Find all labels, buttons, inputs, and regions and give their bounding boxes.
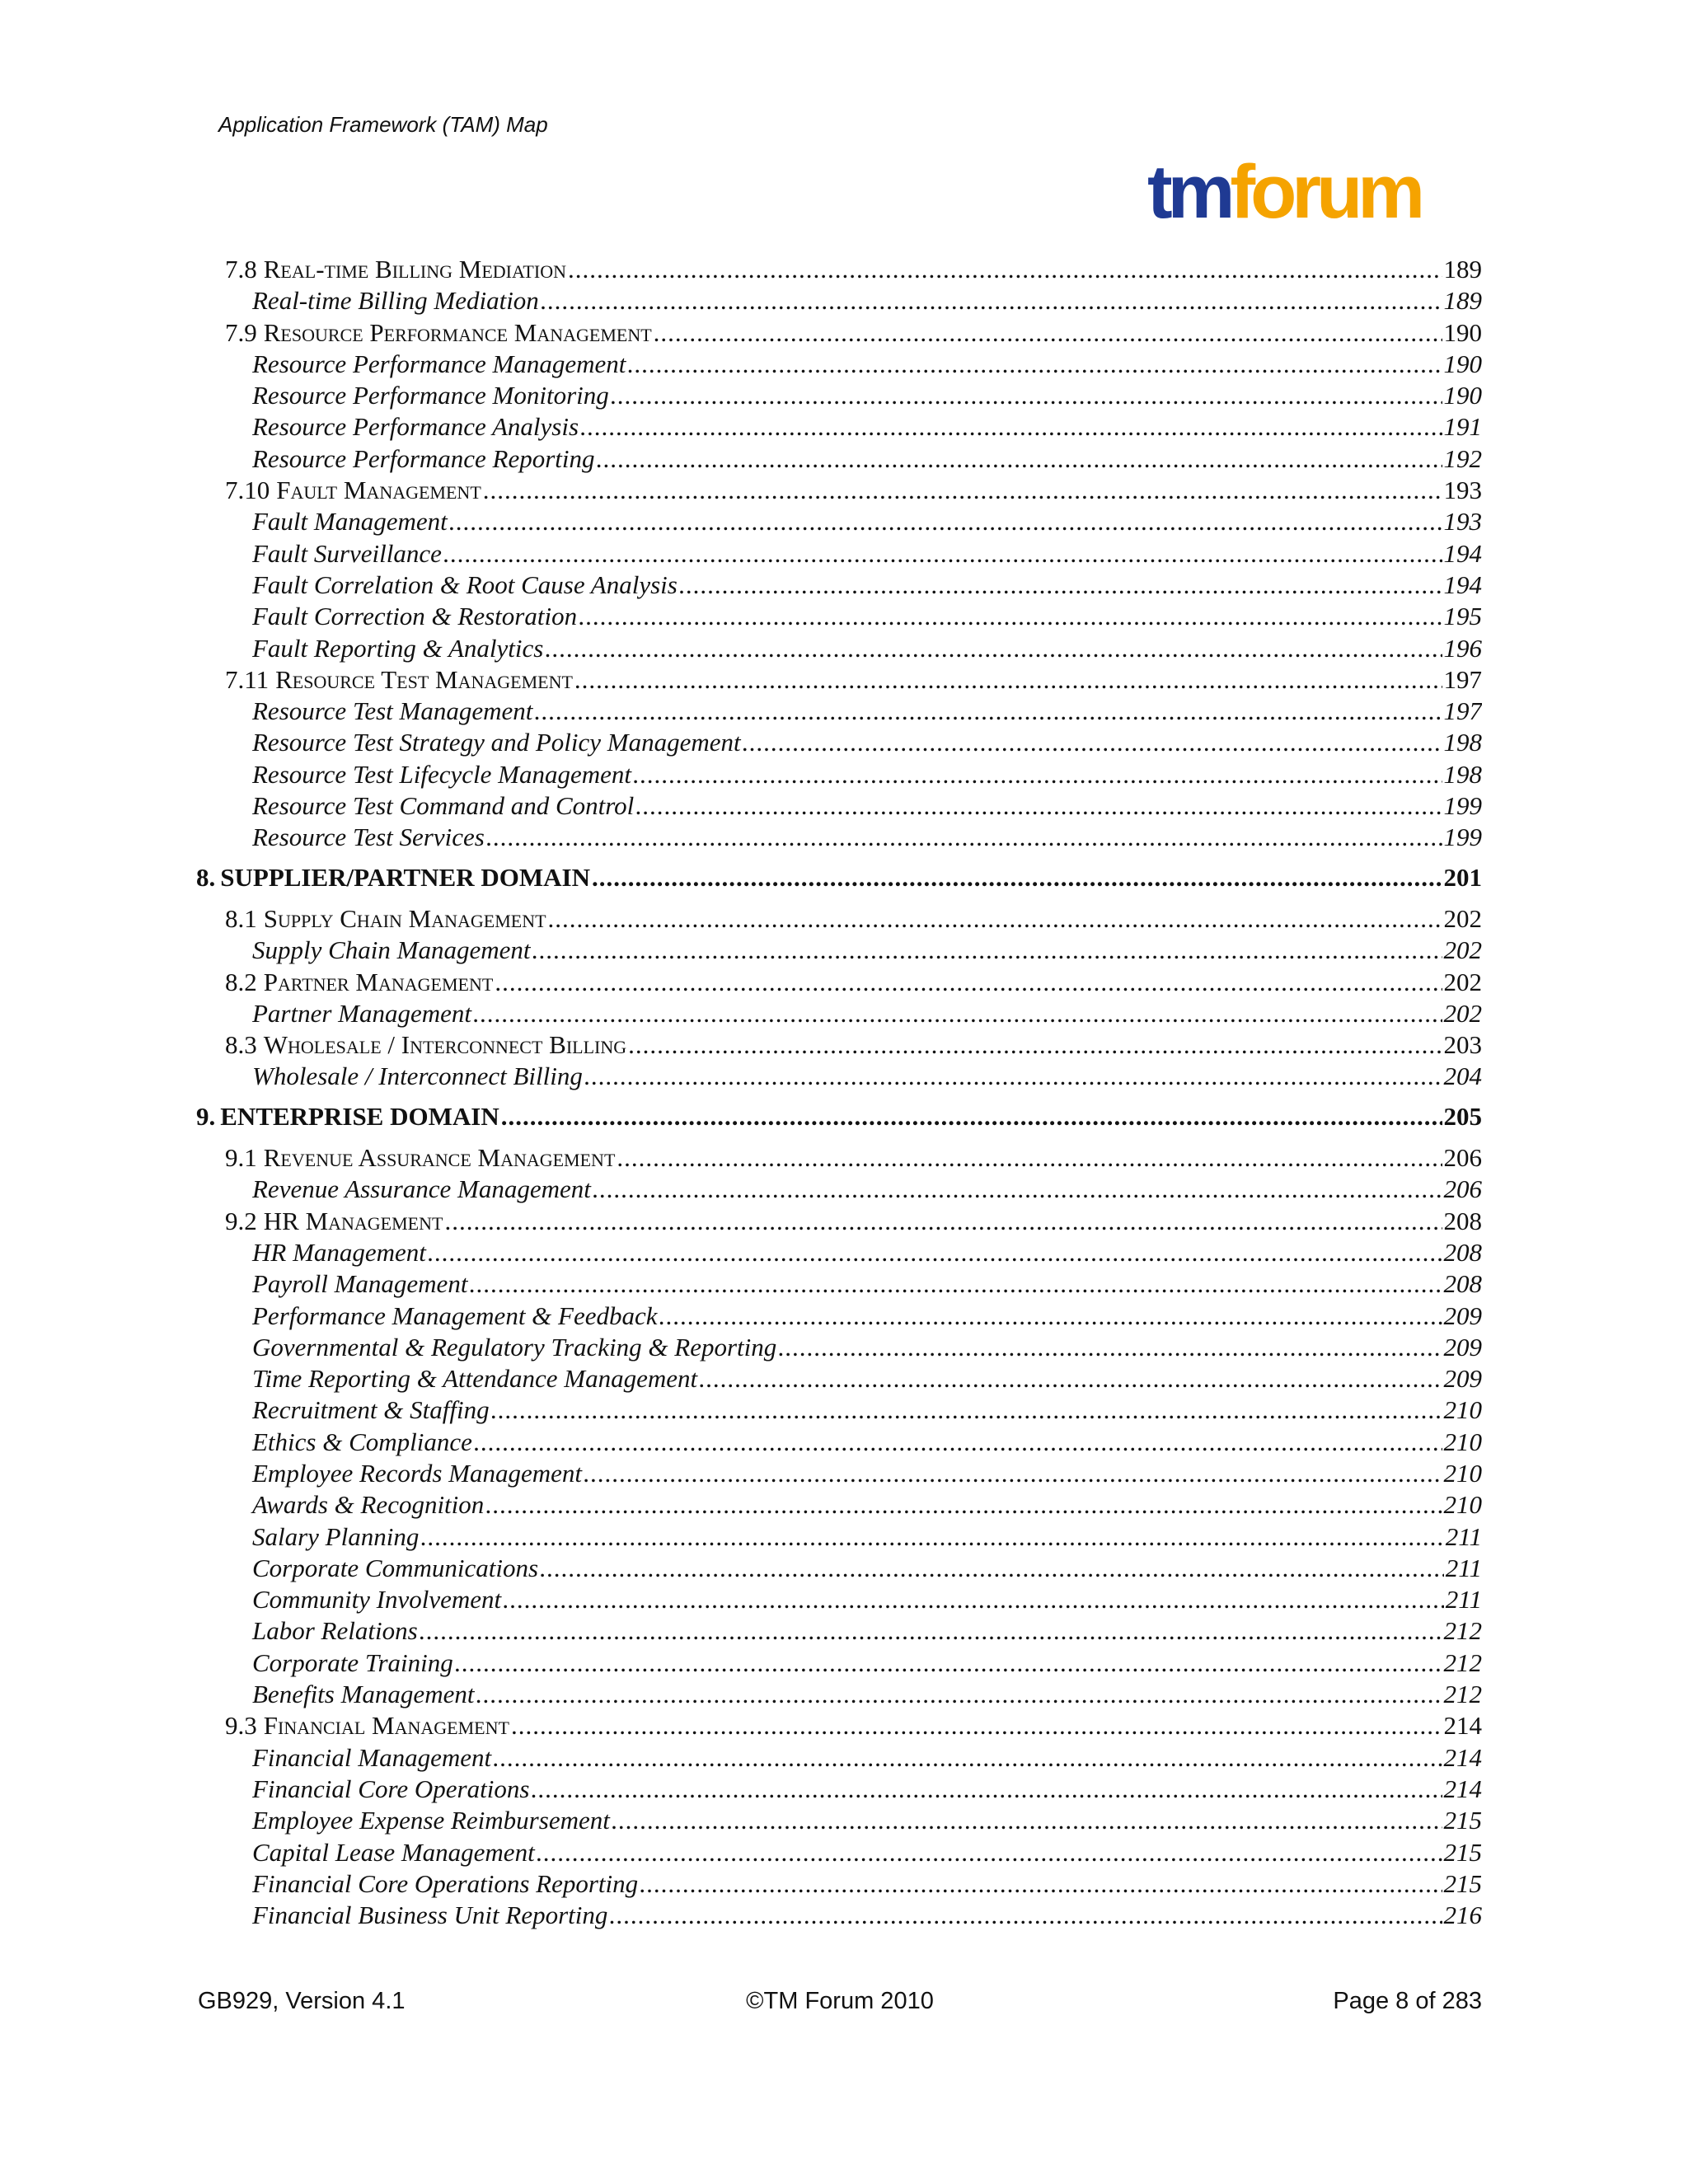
- toc-entry[interactable]: [196, 1900, 1482, 1931]
- footer-version: GB929, Version 4.1: [198, 1988, 406, 2014]
- toc-dot-leader: [501, 1101, 1442, 1132]
- toc-entry-page: 214: [1443, 1742, 1482, 1772]
- toc-entry-label: [252, 1301, 658, 1332]
- toc-entry-title: HR Management: [263, 1206, 443, 1235]
- toc-dot-leader: [654, 317, 1442, 349]
- toc-entry-page: 194: [1443, 538, 1482, 568]
- toc-entry-page: 210: [1443, 1458, 1482, 1488]
- toc-entry-page: 211: [1445, 1553, 1482, 1582]
- toc-entry-title: Corporate Training: [252, 1647, 453, 1677]
- toc-entry-title: Resource Performance Reporting: [252, 443, 595, 473]
- toc-dot-leader: [612, 1805, 1442, 1836]
- toc-entry-page: 191: [1443, 412, 1482, 442]
- toc-entry-label: [225, 664, 573, 696]
- toc-entry-title: Community Involvement: [252, 1585, 502, 1615]
- toc-entry-page: 215: [1443, 1806, 1482, 1835]
- toc-entry[interactable]: [196, 967, 1482, 998]
- toc-entry-label: [252, 1363, 697, 1394]
- toc-entry-title: Awards & Recognition: [252, 1490, 485, 1520]
- toc-entry-label: [252, 1332, 776, 1363]
- toc-entry[interactable]: [196, 1710, 1482, 1741]
- toc-entry-label: [252, 790, 634, 822]
- toc-dot-leader: [428, 1237, 1442, 1268]
- toc-entry-label: [252, 1837, 535, 1868]
- toc-entry-page: 211: [1445, 1585, 1482, 1615]
- toc-entry-page: 209: [1443, 1301, 1482, 1330]
- toc-dot-leader: [540, 1553, 1444, 1584]
- toc-entry-title: Fault Correction & Restoration: [252, 602, 578, 631]
- toc-entry[interactable]: [196, 1237, 1482, 1268]
- toc-entry-label: [225, 475, 481, 506]
- toc-entry-page: 190: [1443, 349, 1482, 378]
- toc-entry-title: HR Management: [252, 1237, 426, 1267]
- toc-entry-label: [252, 1174, 591, 1205]
- toc-entry-label: [252, 411, 579, 443]
- toc-entry-label: [196, 1101, 499, 1132]
- toc-entry-title: Financial Management: [263, 1711, 509, 1741]
- toc-entry-title: Ethics & Compliance: [252, 1427, 472, 1456]
- toc-entry-title: Capital Lease Management: [252, 1837, 535, 1867]
- toc-entry-label: [252, 727, 741, 758]
- toc-entry[interactable]: [196, 903, 1482, 935]
- toc-entry[interactable]: [196, 1553, 1482, 1584]
- toc-entry-page: 212: [1443, 1616, 1482, 1646]
- toc-entry[interactable]: [196, 1174, 1482, 1205]
- toc-dot-leader: [548, 903, 1442, 935]
- toc-entry-label: [252, 1584, 501, 1615]
- toc-entry-title: Salary Planning: [252, 1521, 420, 1551]
- toc-entry[interactable]: [196, 349, 1482, 380]
- toc-entry-page: 205: [1443, 1101, 1482, 1131]
- page-footer: [198, 1988, 1482, 2021]
- toc-entry[interactable]: [196, 1458, 1482, 1489]
- toc-entry-page: 209: [1443, 1364, 1482, 1394]
- toc-entry-label: [252, 443, 595, 475]
- toc-entry[interactable]: [196, 664, 1482, 696]
- toc-entry-title: Resource Test Management: [275, 664, 573, 694]
- toc-entry-title: Resource Test Lifecycle Management: [252, 759, 631, 789]
- toc-entry-page: 212: [1443, 1647, 1482, 1677]
- toc-dot-leader: [444, 1206, 1442, 1237]
- toc-entry-label: [252, 1237, 426, 1268]
- toc-entry-label: [252, 1615, 418, 1647]
- toc-entry-title: Resource Test Command and Control: [252, 791, 635, 821]
- toc-entry[interactable]: [196, 380, 1482, 411]
- toc-entry-page: 192: [1443, 443, 1482, 473]
- toc-entry-label: [252, 1900, 607, 1931]
- toc-entry-label: [252, 1868, 638, 1900]
- toc-entry-label: [225, 1710, 509, 1741]
- toc-entry-page: 196: [1443, 633, 1482, 663]
- toc-entry-title: Payroll Management: [252, 1269, 468, 1299]
- toc-dot-leader: [541, 285, 1442, 316]
- toc-entry-label: [252, 1521, 419, 1553]
- toc-entry[interactable]: [196, 1268, 1482, 1300]
- toc-entry-number: 9.: [196, 1101, 216, 1131]
- toc-entry-label: [252, 1489, 484, 1521]
- toc-dot-leader: [449, 506, 1442, 537]
- toc-entry[interactable]: [196, 1332, 1482, 1363]
- toc-entry-number: 9.2: [225, 1206, 257, 1235]
- toc-entry[interactable]: [196, 538, 1482, 569]
- toc-entry[interactable]: [196, 759, 1482, 790]
- toc-entry-page: 216: [1443, 1900, 1482, 1930]
- toc-dot-leader: [627, 349, 1442, 380]
- header-title: Application Framework (TAM) Map: [218, 112, 548, 137]
- toc-dot-leader: [609, 1900, 1442, 1931]
- toc-entry-page: 215: [1443, 1868, 1482, 1898]
- toc-dot-leader: [635, 790, 1442, 822]
- toc-entry-title: Governmental & Regulatory Tracking & Reporting: [252, 1332, 777, 1361]
- toc-entry[interactable]: [196, 696, 1482, 727]
- toc-entry-title: SUPPLIER/PARTNER DOMAIN: [220, 862, 590, 892]
- toc-entry-title: Financial Business Unit Reporting: [252, 1900, 608, 1930]
- logo-wordmark: [1147, 158, 1421, 229]
- toc-entry-page: 189: [1443, 286, 1482, 316]
- toc-entry-page: 203: [1443, 1030, 1482, 1060]
- toc-entry[interactable]: [196, 1774, 1482, 1805]
- toc-entry-number: 7.10: [225, 476, 270, 505]
- toc-entry-page: 208: [1443, 1269, 1482, 1299]
- toc-entry-page: 194: [1443, 569, 1482, 599]
- toc-entry-page: 197: [1443, 696, 1482, 726]
- toc-dot-leader: [679, 569, 1442, 601]
- toc-entry-page: 202: [1443, 935, 1482, 965]
- toc-dot-leader: [640, 1868, 1442, 1900]
- toc-dot-leader: [699, 1363, 1442, 1394]
- toc-dot-leader: [483, 475, 1442, 506]
- toc-entry-number: 9.1: [225, 1143, 257, 1173]
- logo-text-tm: tm: [1147, 158, 1231, 229]
- toc-entry-page: 208: [1443, 1237, 1482, 1267]
- toc-entry-label: [252, 569, 678, 601]
- toc-entry-title: Real-time Billing Mediation: [252, 286, 539, 316]
- toc-dot-leader: [443, 538, 1442, 569]
- toc-entry-title: Wholesale / Interconnect Billing: [252, 1062, 583, 1091]
- toc-entry-title: Resource Performance Analysis: [252, 412, 579, 442]
- toc-dot-leader: [743, 727, 1442, 758]
- toc-dot-leader: [778, 1332, 1442, 1363]
- toc-entry-title: Financial Management: [252, 1742, 492, 1772]
- toc-entry[interactable]: [196, 633, 1482, 664]
- toc-entry-label: [252, 380, 609, 411]
- toc-entry-title: Revenue Assurance Management: [252, 1174, 591, 1204]
- toc-entry-page: 208: [1443, 1206, 1482, 1235]
- toc-entry-title: Supply Chain Management: [263, 903, 546, 933]
- toc-entry-title: Fault Management: [252, 507, 448, 537]
- toc-dot-leader: [532, 935, 1442, 966]
- toc-entry-number: 8.3: [225, 1030, 257, 1060]
- toc-dot-leader: [534, 696, 1442, 727]
- toc-entry[interactable]: [196, 1206, 1482, 1237]
- toc-entry-page: 198: [1443, 759, 1482, 789]
- toc-dot-leader: [568, 254, 1442, 285]
- toc-entry-title: Time Reporting & Attendance Management: [252, 1364, 698, 1394]
- toc-entry[interactable]: [196, 569, 1482, 601]
- toc-dot-leader: [633, 759, 1442, 790]
- toc-entry-number: 8.1: [225, 903, 257, 933]
- toc-entry-label: [252, 759, 631, 790]
- toc-dot-leader: [503, 1584, 1444, 1615]
- toc-entry-page: 197: [1443, 664, 1482, 694]
- toc-dot-leader: [485, 1489, 1442, 1521]
- toc-entry-label: [225, 254, 566, 285]
- toc-entry-title: Resource Performance Monitoring: [252, 381, 609, 410]
- toc-entry[interactable]: [196, 1837, 1482, 1868]
- toc-dot-leader: [469, 1268, 1442, 1300]
- toc-entry-title: Employee Records Management: [252, 1458, 582, 1488]
- toc-entry-page: 204: [1443, 1062, 1482, 1091]
- toc-dot-leader: [495, 967, 1442, 998]
- toc-entry-label: [252, 1774, 529, 1805]
- toc-entry-number: 7.9: [225, 317, 257, 347]
- toc-entry-page: 214: [1443, 1711, 1482, 1741]
- toc-dot-leader: [537, 1837, 1442, 1868]
- toc-entry-title: Corporate Communications: [252, 1553, 539, 1582]
- table-of-contents: [196, 254, 1482, 1931]
- toc-entry-title: Financial Core Operations: [252, 1774, 530, 1803]
- toc-entry[interactable]: [196, 506, 1482, 537]
- toc-entry-page: 201: [1443, 862, 1482, 892]
- toc-entry[interactable]: [196, 601, 1482, 632]
- toc-entry[interactable]: [196, 254, 1482, 285]
- toc-entry-label: [225, 1206, 443, 1237]
- toc-entry-title: Financial Core Operations Reporting: [252, 1868, 639, 1898]
- toc-dot-leader: [584, 1061, 1442, 1092]
- toc-entry[interactable]: [196, 1805, 1482, 1836]
- toc-entry[interactable]: [196, 862, 1482, 893]
- toc-entry-title: Partner Management: [252, 998, 472, 1028]
- toc-dot-leader: [473, 998, 1442, 1029]
- toc-entry-label: [252, 935, 531, 966]
- toc-entry-page: 206: [1443, 1143, 1482, 1173]
- toc-entry-label: [225, 1142, 615, 1174]
- toc-entry[interactable]: [196, 285, 1482, 316]
- toc-entry-title: Resource Performance Management: [252, 349, 626, 378]
- toc-entry[interactable]: [196, 1615, 1482, 1647]
- toc-entry[interactable]: [196, 822, 1482, 853]
- toc-dot-leader: [611, 380, 1442, 411]
- toc-dot-leader: [455, 1647, 1442, 1679]
- toc-entry[interactable]: [196, 998, 1482, 1029]
- toc-dot-leader: [617, 1142, 1442, 1174]
- toc-entry-label: [252, 1679, 474, 1710]
- toc-entry-label: [252, 998, 471, 1029]
- toc-entry-number: 7.8: [225, 255, 257, 284]
- toc-entry[interactable]: [196, 1363, 1482, 1394]
- toc-entry-page: 190: [1443, 381, 1482, 410]
- toc-entry[interactable]: [196, 790, 1482, 822]
- toc-entry-page: 210: [1443, 1490, 1482, 1520]
- toc-dot-leader: [628, 1029, 1442, 1061]
- toc-entry[interactable]: [196, 1647, 1482, 1679]
- toc-entry-title: Recruitment & Staffing: [252, 1395, 490, 1425]
- toc-entry-number: 8.: [196, 862, 216, 892]
- toc-entry-label: [225, 967, 493, 998]
- toc-entry[interactable]: [196, 727, 1482, 758]
- toc-dot-leader: [420, 1615, 1442, 1647]
- toc-entry-title: Revenue Assurance Management: [263, 1143, 616, 1173]
- toc-entry[interactable]: [196, 475, 1482, 506]
- toc-dot-leader: [486, 822, 1442, 853]
- toc-entry-page: 198: [1443, 728, 1482, 757]
- footer-copyright: ©TM Forum 2010: [746, 1988, 934, 2014]
- toc-entry-label: [252, 1061, 583, 1092]
- toc-entry-label: [252, 285, 539, 316]
- toc-entry[interactable]: [196, 1101, 1482, 1132]
- toc-entry-label: [252, 633, 543, 664]
- toc-dot-leader: [511, 1710, 1442, 1741]
- toc-entry-label: [252, 1742, 491, 1774]
- toc-entry-page: 210: [1443, 1395, 1482, 1425]
- toc-dot-leader: [579, 601, 1442, 632]
- toc-entry-label: [252, 822, 485, 853]
- toc-entry-label: [252, 1805, 610, 1836]
- toc-entry[interactable]: [196, 1029, 1482, 1061]
- toc-entry-page: 211: [1445, 1521, 1482, 1551]
- toc-entry-page: 189: [1443, 255, 1482, 284]
- toc-entry-title: Real-time Billing Mediation: [263, 255, 566, 284]
- toc-entry-label: [225, 317, 652, 349]
- toc-entry-page: 193: [1443, 476, 1482, 505]
- toc-entry-label: [252, 696, 532, 727]
- toc-dot-leader: [474, 1427, 1442, 1458]
- toc-entry-title: Resource Test Strategy and Policy Management: [252, 728, 741, 757]
- toc-entry-title: Resource Test Management: [252, 696, 533, 726]
- footer-page-number: Page 8 of 283: [1333, 1988, 1482, 2014]
- toc-entry-title: ENTERPRISE DOMAIN: [220, 1101, 499, 1131]
- toc-entry-label: [252, 506, 448, 537]
- toc-entry-page: 199: [1443, 823, 1482, 852]
- toc-entry-number: 9.3: [225, 1711, 257, 1741]
- toc-entry-page: 206: [1443, 1174, 1482, 1204]
- toc-dot-leader: [592, 862, 1442, 893]
- logo-text-forum: forum: [1230, 158, 1421, 229]
- toc-dot-leader: [491, 1394, 1442, 1426]
- toc-entry-label: [252, 601, 577, 632]
- toc-entry-label: [225, 1029, 626, 1061]
- toc-entry-page: 202: [1443, 998, 1482, 1028]
- tmforum-logo: [1147, 158, 1477, 229]
- toc-entry-label: [252, 1553, 538, 1584]
- toc-entry-title: Partner Management: [263, 967, 494, 996]
- toc-entry-number: 8.2: [225, 967, 257, 996]
- toc-dot-leader: [574, 664, 1442, 696]
- toc-entry-title: Labor Relations: [252, 1616, 418, 1646]
- toc-dot-leader: [580, 411, 1442, 443]
- toc-entry-title: Fault Correlation & Root Cause Analysis: [252, 569, 678, 599]
- toc-dot-leader: [493, 1742, 1442, 1774]
- toc-entry[interactable]: [196, 1679, 1482, 1710]
- toc-entry-label: [225, 903, 546, 935]
- toc-entry[interactable]: [196, 443, 1482, 475]
- toc-dot-leader: [476, 1679, 1442, 1710]
- toc-entry[interactable]: [196, 1868, 1482, 1900]
- toc-entry[interactable]: [196, 411, 1482, 443]
- toc-dot-leader: [420, 1521, 1443, 1553]
- toc-entry[interactable]: [196, 1427, 1482, 1458]
- toc-entry[interactable]: [196, 935, 1482, 966]
- toc-dot-leader: [531, 1774, 1442, 1805]
- toc-entry[interactable]: [196, 1521, 1482, 1553]
- toc-dot-leader: [584, 1458, 1442, 1489]
- toc-entry[interactable]: [196, 1584, 1482, 1615]
- toc-entry-page: 212: [1443, 1680, 1482, 1709]
- toc-entry-page: 214: [1443, 1774, 1482, 1803]
- toc-entry-title: Employee Expense Reimbursement: [252, 1806, 610, 1835]
- toc-entry-title: Fault Management: [276, 476, 481, 505]
- toc-entry-title: Resource Test Services: [252, 823, 485, 852]
- toc-entry-page: 193: [1443, 507, 1482, 537]
- toc-entry-title: Wholesale / Interconnect Billing: [263, 1030, 627, 1060]
- toc-entry-title: Performance Management & Feedback: [252, 1301, 658, 1330]
- toc-entry-title: Resource Performance Management: [263, 317, 652, 347]
- toc-entry-label: [252, 1268, 467, 1300]
- toc-entry-label: [252, 1458, 582, 1489]
- toc-entry[interactable]: [196, 1742, 1482, 1774]
- toc-entry-label: [252, 1394, 490, 1426]
- toc-dot-leader: [597, 443, 1442, 475]
- toc-entry-title: Supply Chain Management: [252, 935, 531, 965]
- toc-entry-page: 202: [1443, 967, 1482, 996]
- toc-entry-label: [252, 349, 626, 380]
- toc-entry-page: 190: [1443, 317, 1482, 347]
- toc-entry-number: 7.11: [225, 664, 270, 694]
- toc-entry[interactable]: [196, 317, 1482, 349]
- toc-entry-title: Fault Surveillance: [252, 538, 442, 568]
- toc-entry-label: [252, 1427, 472, 1458]
- toc-entry[interactable]: [196, 1061, 1482, 1092]
- toc-entry-page: 199: [1443, 791, 1482, 821]
- toc-entry-label: [252, 1647, 453, 1679]
- toc-entry[interactable]: [196, 1301, 1482, 1332]
- toc-entry-title: Benefits Management: [252, 1680, 475, 1709]
- toc-dot-leader: [593, 1174, 1442, 1205]
- toc-entry-page: 215: [1443, 1837, 1482, 1867]
- toc-entry[interactable]: [196, 1394, 1482, 1426]
- toc-entry-label: [196, 862, 590, 893]
- toc-entry-page: 195: [1443, 602, 1482, 631]
- toc-entry-page: 210: [1443, 1427, 1482, 1456]
- toc-entry-page: 202: [1443, 903, 1482, 933]
- toc-entry-title: Fault Reporting & Analytics: [252, 633, 544, 663]
- toc-entry[interactable]: [196, 1489, 1482, 1521]
- toc-entry-page: 209: [1443, 1332, 1482, 1361]
- toc-entry[interactable]: [196, 1142, 1482, 1174]
- toc-entry-label: [252, 538, 442, 569]
- toc-dot-leader: [545, 633, 1442, 664]
- toc-dot-leader: [659, 1301, 1442, 1332]
